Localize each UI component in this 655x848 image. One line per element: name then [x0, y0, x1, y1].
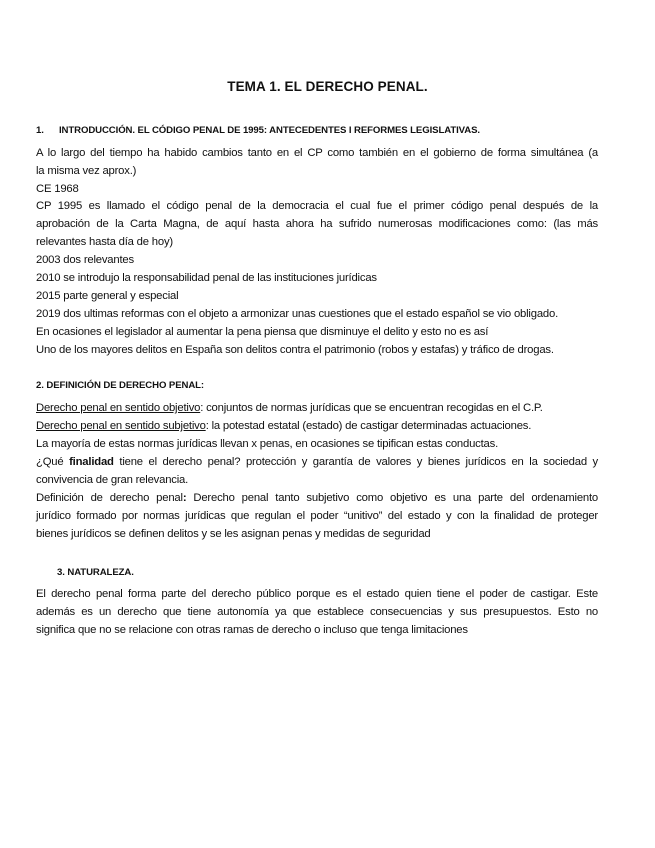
- definition-line: [36, 489, 598, 507]
- paragraph-line: además es un derecho que tiene autonomía ya que establece consecuencias y sus presupuestos. Esto no: [36, 606, 598, 618]
- finalidad-bold: finalidad: [69, 456, 114, 468]
- section-1-heading: [36, 125, 480, 136]
- page-title: TEMA 1. EL DERECHO PENAL.: [227, 79, 428, 94]
- paragraph-line: jurídico formado por normas jurídicas que regulan el poder “unitivo” del estado y con la finalidad de proteger: [36, 510, 598, 522]
- paragraph-line: 2019 dos ultimas reformas con el objeto a armonizar unas cuestiones que el estado español se vio obligado.: [36, 308, 559, 320]
- definition-pre: Definición de derecho penal: [36, 492, 183, 504]
- definition-colon: :: [182, 492, 187, 504]
- paragraph-line: la misma vez aprox.): [36, 165, 137, 177]
- subjetivo-term: Derecho penal en sentido subjetivo: [36, 420, 206, 432]
- section-2-heading: 2. DEFINICIÓN DE DERECHO PENAL:: [36, 380, 205, 391]
- section-1-number: 1.: [36, 125, 44, 136]
- definition-post: Derecho penal tanto subjetivo como objetivo es una parte del ordenamiento: [186, 492, 599, 504]
- paragraph-line: convivencia de gran relevancia.: [36, 474, 189, 486]
- paragraph-line: relevantes hasta día de hoy): [36, 236, 173, 248]
- paragraph-line: 2010 se introdujo la responsabilidad penal de las instituciones jurídicas: [36, 272, 377, 284]
- subjetivo-text: : la potestad estatal (estado) de castigar determinadas actuaciones.: [205, 420, 532, 432]
- paragraph-line: El derecho penal forma parte del derecho público porque es el estado quien tiene el poder de castigar. Este: [36, 588, 598, 600]
- definition-objetivo: [36, 399, 598, 417]
- objetivo-text: : conjuntos de normas jurídicas que se encuentran recogidas en el C.P.: [200, 402, 543, 414]
- section-3-heading: 3. NATURALEZA.: [57, 567, 134, 578]
- paragraph-line: bienes jurídicos se definen delitos y se les asignan penas y medidas de seguridad: [36, 528, 431, 540]
- paragraph-line: aprobación de la Carta Magna, de aquí hasta ahora ha sufrido numerosas modificaciones como: (las más: [36, 218, 598, 230]
- section-1-title: INTRODUCCIÓN. EL CÓDIGO PENAL DE 1995: ANTECEDENTES I REFORMES LEGISLATIVAS.: [58, 125, 480, 136]
- paragraph-line: CP 1995 es llamado el código penal de la democracia el cual fue el primer código penal después de la: [36, 200, 598, 212]
- finalidad-question: [36, 453, 598, 471]
- finalidad-pre: ¿Qué: [36, 456, 70, 468]
- paragraph-line: 2003 dos relevantes: [36, 254, 134, 266]
- paragraph-line: Uno de los mayores delitos en España son delitos contra el patrimonio (robos y estafas) y tráfico de drogas.: [36, 344, 554, 356]
- paragraph-line: A lo largo del tiempo ha habido cambios tanto en el CP como también en el gobierno de forma simultánea (a: [36, 147, 598, 159]
- finalidad-post: tiene el derecho penal? protección y garantía de valores y bienes jurídicos en la sociedad y: [113, 456, 598, 468]
- paragraph-line: La mayoría de estas normas jurídicas llevan x penas, en ocasiones se tipifican estas conductas.: [36, 438, 499, 450]
- paragraph-line: significa que no se relacione con otras ramas de derecho o incluso que tenga limitaciones: [36, 624, 468, 636]
- objetivo-term: Derecho penal en sentido objetivo: [36, 402, 201, 414]
- paragraph-line: CE 1968: [36, 183, 79, 195]
- definition-subjetivo: [36, 417, 598, 435]
- paragraph-line: En ocasiones el legislador al aumentar la pena piensa que disminuye el delito y esto no es así: [36, 326, 489, 338]
- paragraph-line: 2015 parte general y especial: [36, 290, 179, 302]
